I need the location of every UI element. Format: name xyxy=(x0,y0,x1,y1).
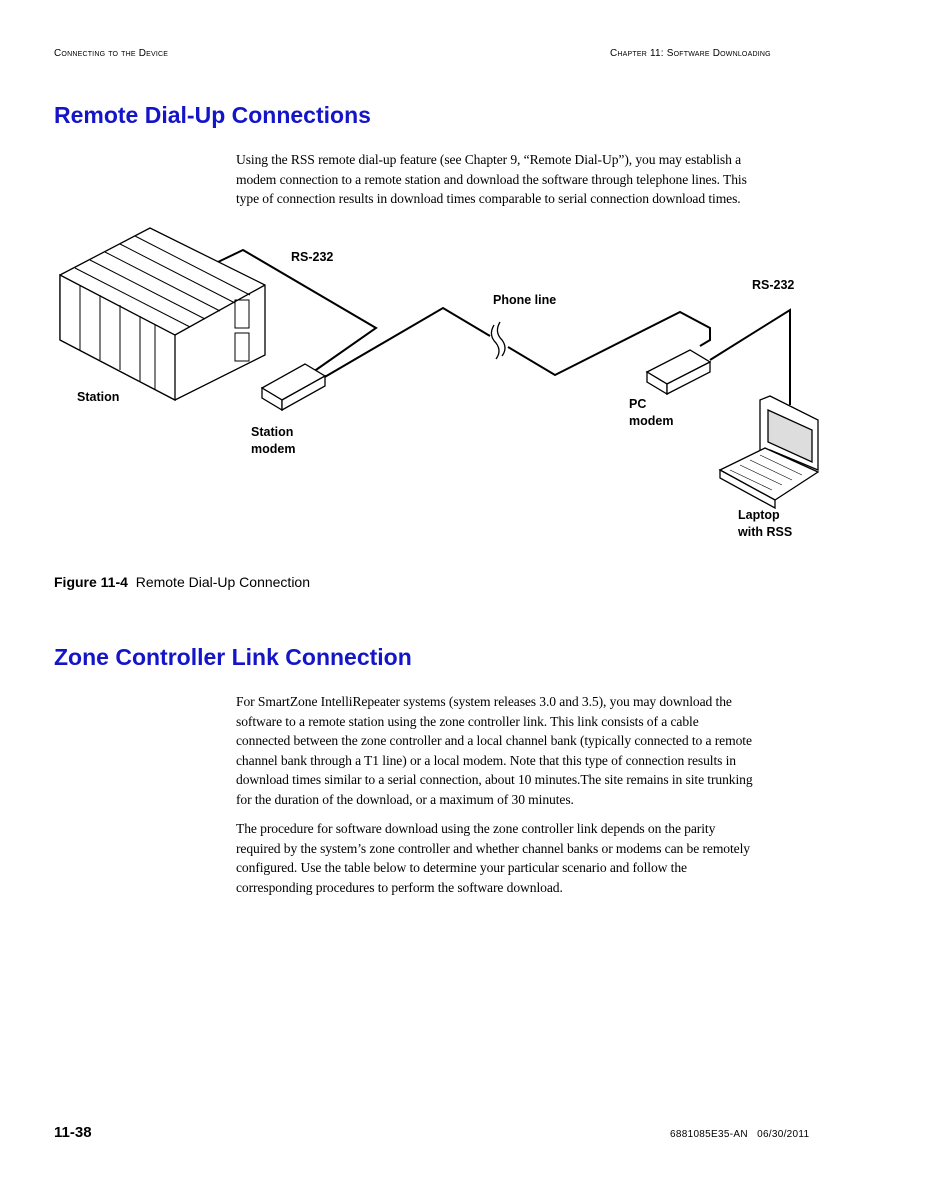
label-phone-line: Phone line xyxy=(493,293,557,307)
text-line: type of connection results in download times comparable to serial connection download times. xyxy=(236,191,741,207)
figure-caption xyxy=(54,574,310,590)
label-line: modem xyxy=(251,442,296,456)
label-rs232-pc: RS-232 xyxy=(752,278,795,292)
laptop-icon xyxy=(720,396,818,508)
text-line: software to a remote station using the zone controller link. This link consists of a cable xyxy=(236,713,699,729)
label-line: with RSS xyxy=(738,525,793,539)
station-modem-icon xyxy=(262,364,325,410)
zone-controller-paragraph-2 xyxy=(236,819,750,897)
text-line: For SmartZone IntelliRepeater systems (system releases 3.0 and 3.5), you may download the xyxy=(236,694,732,709)
phone-line-cable-a xyxy=(323,308,490,378)
label-rs232-station: RS-232 xyxy=(291,250,334,264)
label-laptop xyxy=(738,507,792,541)
document-id-date: 6881085E35-AN 06/30/2011 xyxy=(670,1129,810,1140)
page-number: 11-38 xyxy=(54,1124,92,1141)
label-line: modem xyxy=(629,414,674,428)
text-line: for the duration of the download, or a maximum of 30 minutes. xyxy=(236,791,574,807)
running-header-right: Chapter 11: Software Downloading xyxy=(610,48,771,59)
pc-rs232-cable xyxy=(710,310,790,405)
text-line: download times similar to a serial connection, about 10 minutes.The site remains in site trunking xyxy=(236,772,753,788)
pc-modem-icon xyxy=(647,350,710,394)
running-header-left: Connecting to the Device xyxy=(54,48,169,59)
zone-controller-paragraph-1 xyxy=(236,692,753,810)
text-line: Using the RSS remote dial-up feature (see Chapter 9, “Remote Dial-Up”), you may establish a xyxy=(236,152,742,167)
label-line: Laptop xyxy=(738,508,780,522)
text-line: modem connection to a remote station and download the software through telephone lines. This xyxy=(236,171,747,187)
label-pc-modem xyxy=(629,396,673,430)
section-heading-zone-controller: Zone Controller Link Connection xyxy=(54,644,412,670)
label-line: PC xyxy=(629,397,647,411)
label-station-modem xyxy=(251,424,295,458)
label-line: Station xyxy=(251,425,294,439)
figure-number: Figure 11-4 xyxy=(54,574,128,590)
text-line: corresponding procedures to perform the software download. xyxy=(236,879,563,895)
section-heading-remote-dial-up: Remote Dial-Up Connections xyxy=(54,102,371,128)
phone-line-break-icon xyxy=(491,322,505,359)
text-line: channel bank through a T1 line) or a local modem. Note that this type of connection results in xyxy=(236,752,736,768)
label-station: Station xyxy=(77,390,120,404)
text-line: required by the system’s zone controller and whether channel banks or modems can be remotely xyxy=(236,840,750,856)
text-line: The procedure for software download using the zone controller link depends on the parity xyxy=(236,821,716,836)
text-line: connected between the zone controller and a local channel bank (typically connected to a remote xyxy=(236,733,752,749)
figure-title: Remote Dial-Up Connection xyxy=(135,574,311,590)
text-line: configured. Use the table below to determine your particular scenario and follow the xyxy=(236,860,687,876)
